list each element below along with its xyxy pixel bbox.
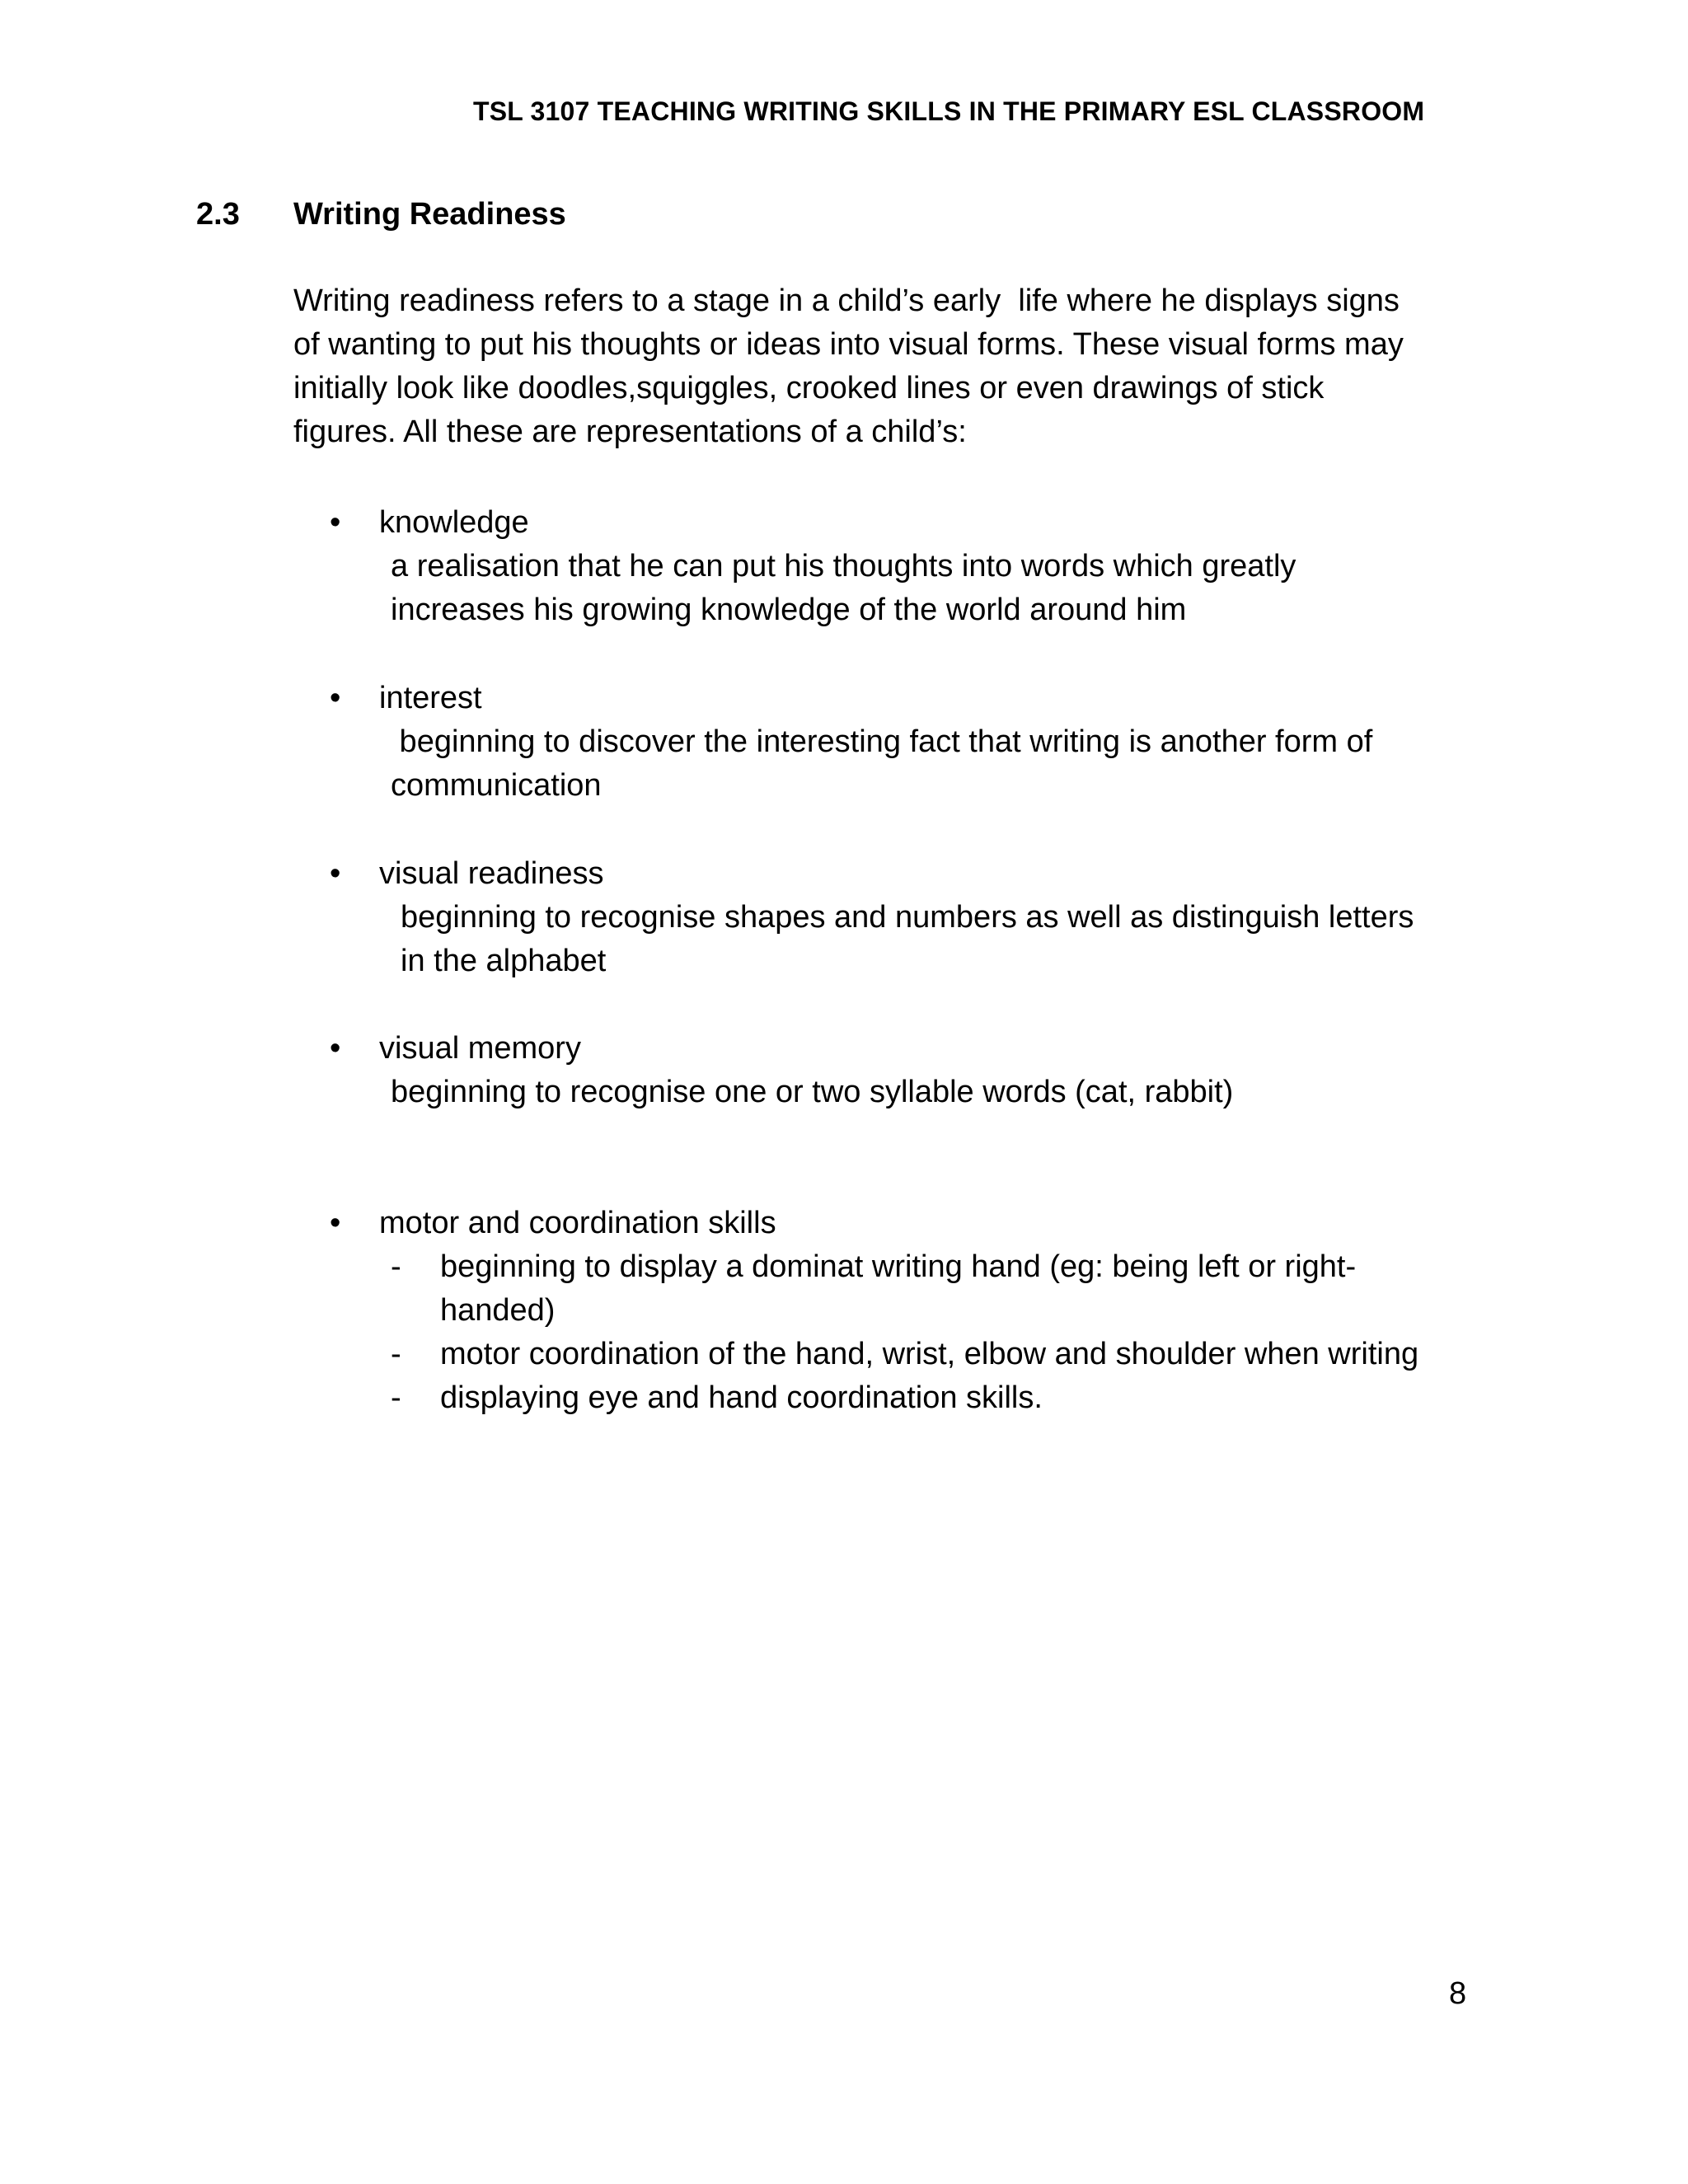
bullet-description: a realisation that he can put his thoughts into words which greatly bbox=[391, 549, 1296, 583]
bullet-description: increases his growing knowledge of the world around him bbox=[391, 593, 1187, 627]
bullet-label: knowledge bbox=[379, 505, 529, 540]
sub-item-text: motor coordination of the hand, wrist, elbow and shoulder when writing bbox=[440, 1337, 1419, 1371]
intro-line: of wanting to put his thoughts or ideas into visual forms. These visual forms may bbox=[293, 327, 1404, 362]
bullet-description: communication bbox=[391, 768, 602, 803]
intro-line: figures. All these are representations of a child’s: bbox=[293, 415, 967, 449]
bullet-description: in the alphabet bbox=[401, 944, 607, 978]
bullet-label: visual readiness bbox=[379, 856, 604, 891]
bullet-description: beginning to recognise shapes and numbers as well as distinguish letters bbox=[401, 900, 1414, 935]
dash-icon: - bbox=[391, 1380, 401, 1415]
bullet-dot-icon: • bbox=[330, 1031, 341, 1066]
bullet-dot-icon: • bbox=[330, 856, 341, 891]
dash-icon: - bbox=[391, 1249, 401, 1284]
bullet-dot-icon: • bbox=[330, 505, 341, 540]
sub-item-text: handed) bbox=[440, 1293, 556, 1328]
bullet-dot-icon: • bbox=[330, 681, 341, 715]
intro-line: Writing readiness refers to a stage in a child’s early life where he displays signs bbox=[293, 284, 1400, 318]
bullet-dot-icon: • bbox=[330, 1206, 341, 1240]
intro-paragraph bbox=[293, 279, 1480, 454]
dash-icon: - bbox=[391, 1337, 401, 1371]
page-number: 8 bbox=[1449, 1976, 1467, 2011]
page-header: TSL 3107 TEACHING WRITING SKILLS IN THE PRIMARY ESL CLASSROOM bbox=[473, 96, 1425, 126]
sub-item-text: displaying eye and hand coordination skills. bbox=[440, 1380, 1043, 1415]
section-number: 2.3 bbox=[196, 197, 240, 232]
bullet-description: beginning to discover the interesting fact that writing is another form of bbox=[391, 724, 1373, 759]
bullet-label: interest bbox=[379, 681, 482, 715]
bullet-description: beginning to recognise one or two syllable words (cat, rabbit) bbox=[391, 1075, 1234, 1109]
intro-line: initially look like doodles,squiggles, crooked lines or even drawings of stick bbox=[293, 371, 1325, 405]
bullet-label: motor and coordination skills bbox=[379, 1206, 776, 1240]
section-title: Writing Readiness bbox=[293, 197, 566, 232]
bullet-label: visual memory bbox=[379, 1031, 581, 1066]
sub-item-text: beginning to display a dominat writing hand (eg: being left or right- bbox=[440, 1249, 1357, 1284]
